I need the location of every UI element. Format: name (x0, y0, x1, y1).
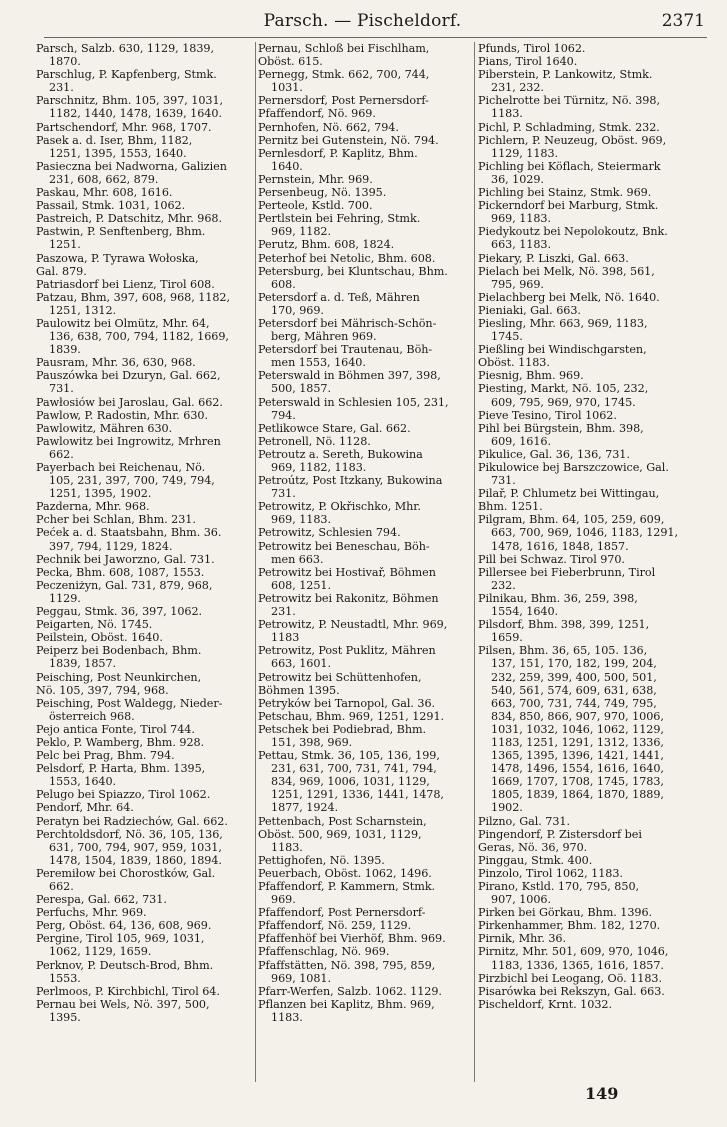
column-middle (258, 42, 472, 1024)
entry-line: Pickerndorf bei Marburg, Stmk. (478, 199, 659, 213)
entry-line: Pernegg, Stmk. 662, 700, 744, (258, 68, 430, 82)
entry-continuation: 1553, 1640. (49, 775, 117, 789)
entry-line: Pecka, Bhm. 608, 1087, 1553. (36, 565, 205, 579)
entry-line: Pielachberg bei Melk, Nö. 1640. (478, 290, 660, 304)
entry-line: Petrowitz bei Schüttenhofen, (258, 670, 422, 684)
entry-continuation: 1365, 1395, 1396, 1421, 1441, (491, 749, 664, 763)
entry-line: Patriasdorf bei Lienz, Tirol 608. (36, 277, 215, 291)
entry-continuation: 1062, 1129, 1659. (49, 945, 152, 959)
entry-line: Peiperz bei Bodenbach, Bhm. (36, 644, 202, 658)
entry-line: Peilstein, Oböst. 1640. (36, 631, 163, 645)
entry-continuation: 1659. (491, 631, 523, 645)
entry-line: Perlmoos, P. Kirchbichl, Tirol 64. (36, 984, 220, 998)
entry-line: Perteole, Kstld. 700. (258, 199, 373, 213)
entry-line: Pichl, P. Schladming, Stmk. 232. (478, 120, 660, 134)
entry-continuation: 231, 608, 662, 879. (49, 172, 159, 186)
entry-line: Pazderna, Mhr. 968. (36, 500, 150, 514)
entry-continuation: 1182, 1440, 1478, 1639, 1640. (49, 107, 222, 121)
entry-line: Pirkenhammer, Bhm. 182, 1270. (478, 919, 661, 933)
entry-continuation: 1839. (49, 343, 81, 357)
entry-continuation: 1031, 1032, 1046, 1062, 1129, (491, 722, 664, 736)
entry-line: Piesling, Mhr. 663, 969, 1183, (478, 316, 648, 330)
entry-line: Peisching, Post Neunkirchen, (36, 670, 202, 684)
entry-line: Peuerbach, Oböst. 1062, 1496. (258, 866, 432, 880)
entry-line: Pirnik, Mhr. 36. (478, 932, 567, 946)
entry-line: Pausram, Mhr. 36, 630, 968. (36, 356, 196, 370)
header-rule (44, 37, 707, 38)
entry-line: Peratyn bei Radziechów, Gal. 662. (36, 814, 228, 828)
entry-line: Perespa, Gal. 662, 731. (36, 893, 167, 907)
entry-continuation: 907, 1006. (491, 893, 551, 907)
entry-line: Paszowa, P. Tyrawa Wołoska, (36, 251, 199, 265)
entry-continuation: 1183 (271, 631, 300, 645)
entry-continuation: 1183. (491, 107, 523, 121)
entry-line: Pauszówka bei Dzuryn, Gal. 662, (36, 369, 221, 383)
entry-line: Pcher bei Schlan, Bhm. 231. (36, 513, 196, 527)
entry-line: Parschnitz, Bhm. 105, 397, 1031, (36, 94, 224, 108)
entry-continuation: 1478, 1504, 1839, 1860, 1894. (49, 853, 222, 867)
entry-continuation: 969, 1081. (271, 971, 331, 985)
entry-line: Pillersee bei Fieberbrunn, Tirol (478, 565, 656, 579)
entry-continuation: 105, 231, 397, 700, 749, 794, (49, 474, 215, 488)
entry-continuation: 231, 631, 700, 731, 741, 794, (271, 762, 437, 776)
entry-line: Pflanzen bei Kaplitz, Bhm. 969, (258, 997, 435, 1011)
entry-continuation: 1251, 1395, 1902. (49, 487, 152, 501)
entry-line: Pichelrotte bei Türnitz, Nö. 398, (478, 94, 660, 108)
entry-line: Perg, Oböst. 64, 136, 608, 969. (36, 919, 212, 933)
entry-continuation: men 663. (271, 552, 324, 566)
running-title: Parsch. — Pischeldorf. (263, 11, 462, 31)
entry-continuation: 231, 232. (491, 81, 544, 95)
entry-line: Pfaffenschlag, Nö. 969. (258, 945, 390, 959)
entry-line: Pichlern, P. Neuzeug, Oböst. 969, (478, 133, 667, 147)
entry-line: Petrowitz, Schlesien 794. (258, 526, 401, 540)
entry-line: Oböst. 500, 969, 1031, 1129, (258, 827, 422, 841)
column-divider (474, 42, 475, 1082)
entry-line: Pfaffendorf, Nö. 259, 1129. (258, 919, 412, 933)
entry-line: Peterhof bei Netolic, Bhm. 608. (258, 251, 436, 265)
entry-line: Bhm. 1251. (478, 500, 543, 514)
entry-line: Peggau, Stmk. 36, 397, 1062. (36, 605, 203, 619)
entry-line: Geras, Nö. 36, 970. (478, 840, 588, 854)
entry-line: Oböst. 1183. (478, 356, 550, 370)
entry-continuation: 1870. (49, 55, 81, 69)
entry-line: Pilsen, Bhm. 36, 65, 105. 136, (478, 644, 648, 658)
entry-continuation: 1877, 1924. (271, 801, 339, 815)
entry-line: Pertlstein bei Fehring, Stmk. (258, 212, 421, 226)
entry-line: Pfaffendorf, Post Pernersdorf- (258, 906, 426, 920)
entry-line: Pećek a. d. Staatsbahn, Bhm. 36. (36, 526, 222, 540)
entry-line: Pinzolo, Tirol 1062, 1183. (478, 866, 623, 880)
entry-continuation: 1129. (49, 591, 81, 605)
entry-line: Petrowitz, P. Neustadtl, Mhr. 969, (258, 618, 448, 632)
entry-line: Pingendorf, P. Zistersdorf bei (478, 827, 642, 841)
entry-continuation: 834, 850, 866, 907, 970, 1006, (491, 709, 664, 723)
entry-line: Pfaffendorf, P. Kammern, Stmk. (258, 880, 436, 893)
column-left (36, 42, 252, 1024)
entry-continuation: 795, 969. (491, 277, 544, 291)
entry-line: Pfunds, Tirol 1062. (478, 42, 586, 55)
entry-continuation: 834, 969, 1006, 1031, 1129, (271, 775, 430, 789)
entry-line: Piekary, P. Liszki, Gal. 663. (478, 251, 629, 265)
entry-line: Peremiłow bei Chorostków, Gal. (36, 866, 216, 880)
entry-line: Peterswald in Böhmen 397, 398, (258, 369, 441, 383)
entry-line: Pians, Tirol 1640. (478, 55, 578, 69)
entry-line: Pielach bei Melk, Nö. 398, 561, (478, 264, 655, 278)
entry-line: Payerbach bei Reichenau, Nö. (36, 461, 206, 474)
entry-line: Pieniaki, Gal. 663. (478, 303, 581, 317)
entry-line: Pilsdorf, Bhm. 398, 399, 1251, (478, 618, 650, 632)
entry-line: Piedykoutz bei Nepolokoutz, Bnk. (478, 225, 668, 239)
entry-line: Peczeniżyn, Gal. 731, 879, 968, (36, 578, 213, 592)
entry-line: Böhmen 1395. (258, 683, 340, 697)
entry-continuation: 1553. (49, 971, 81, 985)
entry-line: Passail, Stmk. 1031, 1062. (36, 199, 186, 213)
page-header (20, 6, 705, 36)
entry-line: Pawlow, P. Radostin, Mhr. 630. (36, 408, 208, 422)
entry-continuation: 1839, 1857. (49, 657, 117, 671)
entry-line: Pfaffstätten, Nö. 398, 795, 859, (258, 958, 436, 972)
entry-line: Pettau, Stmk. 36, 105, 136, 199, (258, 749, 440, 763)
entry-line: Pettighofen, Nö. 1395. (258, 853, 385, 867)
entry-line: Piesnig, Bhm. 969. (478, 369, 584, 383)
entry-continuation: 540, 561, 574, 609, 631, 638, (491, 683, 657, 697)
entry-line: Pernersdorf, Post Pernersdorf- (258, 94, 429, 108)
entry-continuation: 663, 1183. (491, 238, 551, 252)
entry-line: Pill bei Schwaz. Tirol 970. (478, 552, 625, 566)
entry-line: Pechnik bei Jaworzno, Gal. 731. (36, 552, 215, 566)
entry-line: Petronell, Nö. 1128. (258, 434, 371, 448)
entry-line: Peigarten, Nö. 1745. (36, 618, 153, 632)
entry-continuation: 631, 700, 794, 907, 959, 1031, (49, 840, 222, 854)
entry-line: Parsch, Salzb. 630, 1129, 1839, (36, 42, 214, 55)
entry-continuation: 1640. (271, 159, 303, 173)
entry-line: Pastreich, P. Datschitz, Mhr. 968. (36, 212, 222, 226)
entry-line: Perknov, P. Deutsch-Brod, Bhm. (36, 958, 214, 972)
entry-line: Petersdorf a. d. Teß, Mähren (258, 290, 420, 304)
entry-continuation: 1251, 1291, 1336, 1441, 1478, (271, 788, 444, 802)
entry-line: Petrowitz, P. Okřischko, Mhr. (258, 500, 421, 514)
entry-continuation: 1183. (271, 1010, 303, 1024)
entry-line: Pilgram, Bhm. 64, 105, 259, 609, (478, 513, 665, 527)
entry-line: Petrowitz bei Hostivař, Böhmen (258, 565, 436, 579)
entry-line: Perutz, Bhm. 608, 1824. (258, 238, 395, 252)
entry-line: Pejo antica Fonte, Tirol 744. (36, 722, 195, 736)
sheet-number: 149 (585, 1084, 619, 1103)
entry-continuation: 500, 1857. (271, 382, 331, 396)
entry-line: Pischeldorf, Krnt. 1032. (478, 997, 612, 1011)
entry-continuation: 1805, 1839, 1864, 1870, 1889, (491, 788, 664, 802)
entry-line: Pawlowitz bei Ingrowitz, Mrhren (36, 434, 221, 448)
entry-continuation: 1902. (491, 801, 523, 815)
entry-continuation: 731. (491, 474, 516, 488)
entry-line: Petrowitz, Post Puklitz, Mähren (258, 644, 436, 658)
entry-continuation: 731. (271, 487, 296, 501)
entry-line: Patzau, Bhm, 397, 608, 968, 1182, (36, 290, 230, 304)
column-divider (255, 42, 256, 1082)
entry-continuation: 969, 1182. (271, 225, 331, 239)
entry-line: Perfuchs, Mhr. 969. (36, 906, 147, 920)
entry-line: Pernau bei Wels, Nö. 397, 500, (36, 997, 210, 1011)
entry-continuation: 1183. (271, 840, 303, 854)
entry-continuation: 231. (271, 605, 296, 619)
entry-line: Pelc bei Prag, Bhm. 794. (36, 749, 175, 763)
entry-line: Pirzbichl bei Leogang, Oö. 1183. (478, 971, 662, 985)
entry-line: Pikulice, Gal. 36, 136, 731. (478, 447, 630, 461)
entry-continuation: 137, 151, 170, 182, 199, 204, (491, 657, 657, 671)
entry-continuation: 1183, 1251, 1291, 1312, 1336, (491, 735, 664, 749)
entry-continuation: 1745. (491, 330, 523, 344)
entry-continuation: 969, 1183. (491, 212, 551, 226)
entry-line: Pernstein, Mhr. 969. (258, 172, 373, 186)
entry-continuation: 608, 1251. (271, 578, 331, 592)
entry-line: Pikulowice bej Barszczowice, Gal. (478, 461, 669, 474)
entry-line: Nö. 105, 397, 794, 968. (36, 683, 169, 697)
entry-continuation: 662. (49, 880, 74, 893)
entry-continuation: 663, 700, 731, 744, 749, 795, (491, 696, 657, 710)
entry-line: Pastwin, P. Senftenberg, Bhm. (36, 225, 206, 239)
entry-line: Pirken bei Görkau, Bhm. 1396. (478, 906, 653, 920)
entry-continuation: österreich 968. (49, 709, 135, 723)
entry-continuation: 609, 795, 969, 970, 1745. (491, 395, 636, 409)
entry-line: Peklo, P. Wamberg, Bhm. 928. (36, 735, 205, 749)
entry-line: Paulowitz bei Olmütz, Mhr. 64, (36, 316, 210, 330)
entry-line: Pasek a. d. Iser, Bhm, 1182, (36, 133, 193, 147)
entry-continuation: 969. (271, 893, 296, 907)
entry-line: Pirano, Kstld. 170, 795, 850, (478, 880, 640, 893)
entry-continuation: 731. (49, 382, 74, 396)
entry-line: Petschau, Bhm. 969, 1251, 1291. (258, 709, 445, 723)
entry-line: Pieve Tesino, Tirol 1062. (478, 408, 617, 422)
entry-continuation: 1554, 1640. (491, 605, 559, 619)
entry-line: Pergine, Tirol 105, 969, 1031, (36, 932, 205, 946)
entry-line: Pfaffendorf, Nö. 969. (258, 107, 376, 121)
entry-line: Pilnikau, Bhm. 36, 259, 398, (478, 591, 638, 605)
entry-line: Pirnitz, Mhr. 501, 609, 970, 1046, (478, 945, 669, 959)
entry-line: Pawlowitz, Mähren 630. (36, 421, 173, 435)
entry-continuation: 1251, 1395, 1553, 1640. (49, 146, 187, 160)
entry-continuation: 136, 638, 700, 794, 1182, 1669, (49, 330, 229, 344)
entry-line: Pernau, Schloß bei Fischlham, (258, 42, 430, 55)
entry-line: Petroútz, Post Itzkany, Bukowina (258, 474, 443, 488)
entry-continuation: 1183, 1336, 1365, 1616, 1857. (491, 958, 664, 972)
page-number: 2371 (661, 11, 705, 31)
entry-line: Parschlug, P. Kapfenberg, Stmk. (36, 68, 217, 82)
entry-continuation: 151, 398, 969. (271, 735, 353, 749)
entry-continuation: 397, 794, 1129, 1824. (49, 539, 173, 553)
entry-line: Pichling bei Köflach, Steiermark (478, 159, 661, 173)
entry-line: Pernitz bei Gutenstein, Nö. 794. (258, 133, 439, 147)
entry-line: Pilař, P. Chlumetz bei Wittingau, (478, 487, 660, 501)
entry-line: Pfaffenhöf bei Vierhöf, Bhm. 969. (258, 932, 446, 946)
entry-continuation: 663, 1601. (271, 657, 331, 671)
entry-line: Pichling bei Stainz, Stmk. 969. (478, 186, 652, 200)
column-right (478, 42, 703, 1011)
entry-line: Petrowitz bei Rakonitz, Böhmen (258, 591, 439, 605)
entry-continuation: 608. (271, 277, 296, 291)
entry-line: Pasieczna bei Nadworna, Galizien (36, 159, 227, 173)
entry-line: Paskau, Mhr. 608, 1616. (36, 186, 173, 200)
entry-line: Pernhofen, Nö. 662, 794. (258, 120, 399, 134)
entry-line: Petersdorf bei Trautenau, Böh- (258, 343, 433, 357)
entry-continuation: 794. (271, 408, 296, 422)
entry-line: Petlikowce Stare, Gal. 662. (258, 421, 411, 435)
entry-line: Petschek bei Podiebrad, Bhm. (258, 722, 427, 736)
entry-line: Petroutz a. Sereth, Bukowina (258, 447, 423, 461)
entry-line: Pießling bei Windischgarsten, (478, 343, 647, 357)
entry-line: Piesting, Markt, Nö. 105, 232, (478, 382, 649, 396)
entry-continuation: 1251. (49, 238, 81, 252)
entry-line: Pisarówka bei Rekszyn, Gal. 663. (478, 984, 665, 998)
entry-continuation: 1669, 1707, 1708, 1745, 1783, (491, 775, 664, 789)
entry-line: Pawłosiów bei Jaroslau, Gal. 662. (36, 395, 223, 409)
entry-line: Pelugo bei Spiazzo, Tirol 1062. (36, 788, 211, 802)
entry-line: Pinggau, Stmk. 400. (478, 853, 593, 867)
entry-line: Pelsdorf, P. Harta, Bhm. 1395, (36, 762, 206, 776)
entry-line: Pilzno, Gal. 731. (478, 814, 570, 828)
entry-line: Peterswald in Schlesien 105, 231, (258, 395, 449, 409)
entry-continuation: 232, 259, 399, 400, 500, 501, (491, 670, 657, 684)
entry-continuation: 36, 1029. (491, 172, 544, 186)
entry-line: Oböst. 615. (258, 55, 323, 69)
entry-continuation: 662. (49, 447, 74, 461)
entry-continuation: 1129, 1183. (491, 146, 559, 160)
entry-continuation: 663, 700, 969, 1046, 1183, 1291, (491, 526, 678, 540)
entry-continuation: 1478, 1496, 1554, 1616, 1640, (491, 762, 664, 776)
entry-continuation: 1251, 1312. (49, 303, 117, 317)
entry-continuation: berg, Mähren 969. (271, 330, 377, 344)
entry-continuation: 969, 1183. (271, 513, 331, 527)
entry-line: Gal. 879. (36, 264, 87, 278)
entry-line: Petersburg, bei Kluntschau, Bhm. (258, 264, 448, 278)
entry-continuation: 232. (491, 578, 516, 592)
entry-line: Petersdorf bei Mährisch-Schön- (258, 316, 437, 330)
entry-line: Petrowitz bei Beneschau, Böh- (258, 539, 430, 553)
entry-line: Pernlesdorf, P. Kaplitz, Bhm. (258, 146, 418, 160)
entry-line: Pfarr-Werfen, Salzb. 1062. 1129. (258, 984, 442, 998)
entry-continuation: 170, 969. (271, 303, 324, 317)
entry-continuation: men 1553, 1640. (271, 356, 366, 370)
entry-line: Perchtoldsdorf, Nö. 36, 105, 136, (36, 827, 223, 841)
entry-continuation: 1395. (49, 1010, 81, 1024)
entry-line: Pihl bei Bürgstein, Bhm. 398, (478, 421, 644, 435)
entry-continuation: 609, 1616. (491, 434, 551, 448)
entry-continuation: 1031. (271, 81, 303, 95)
entry-continuation: 969, 1182, 1183. (271, 461, 367, 474)
entry-line: Partschendorf, Mhr. 968, 1707. (36, 120, 212, 134)
entry-line: Peisching, Post Waldegg, Nieder- (36, 696, 223, 710)
entry-line: Pettenbach, Post Scharnstein, (258, 814, 427, 828)
entry-line: Piberstein, P. Lankowitz, Stmk. (478, 68, 653, 82)
entry-line: Persenbeug, Nö. 1395. (258, 186, 387, 200)
entry-continuation: 1478, 1616, 1848, 1857. (491, 539, 629, 553)
entry-line: Petryków bei Tarnopol, Gal. 36. (258, 696, 436, 710)
entry-continuation: 231. (49, 81, 74, 95)
entry-line: Pendorf, Mhr. 64. (36, 801, 134, 815)
